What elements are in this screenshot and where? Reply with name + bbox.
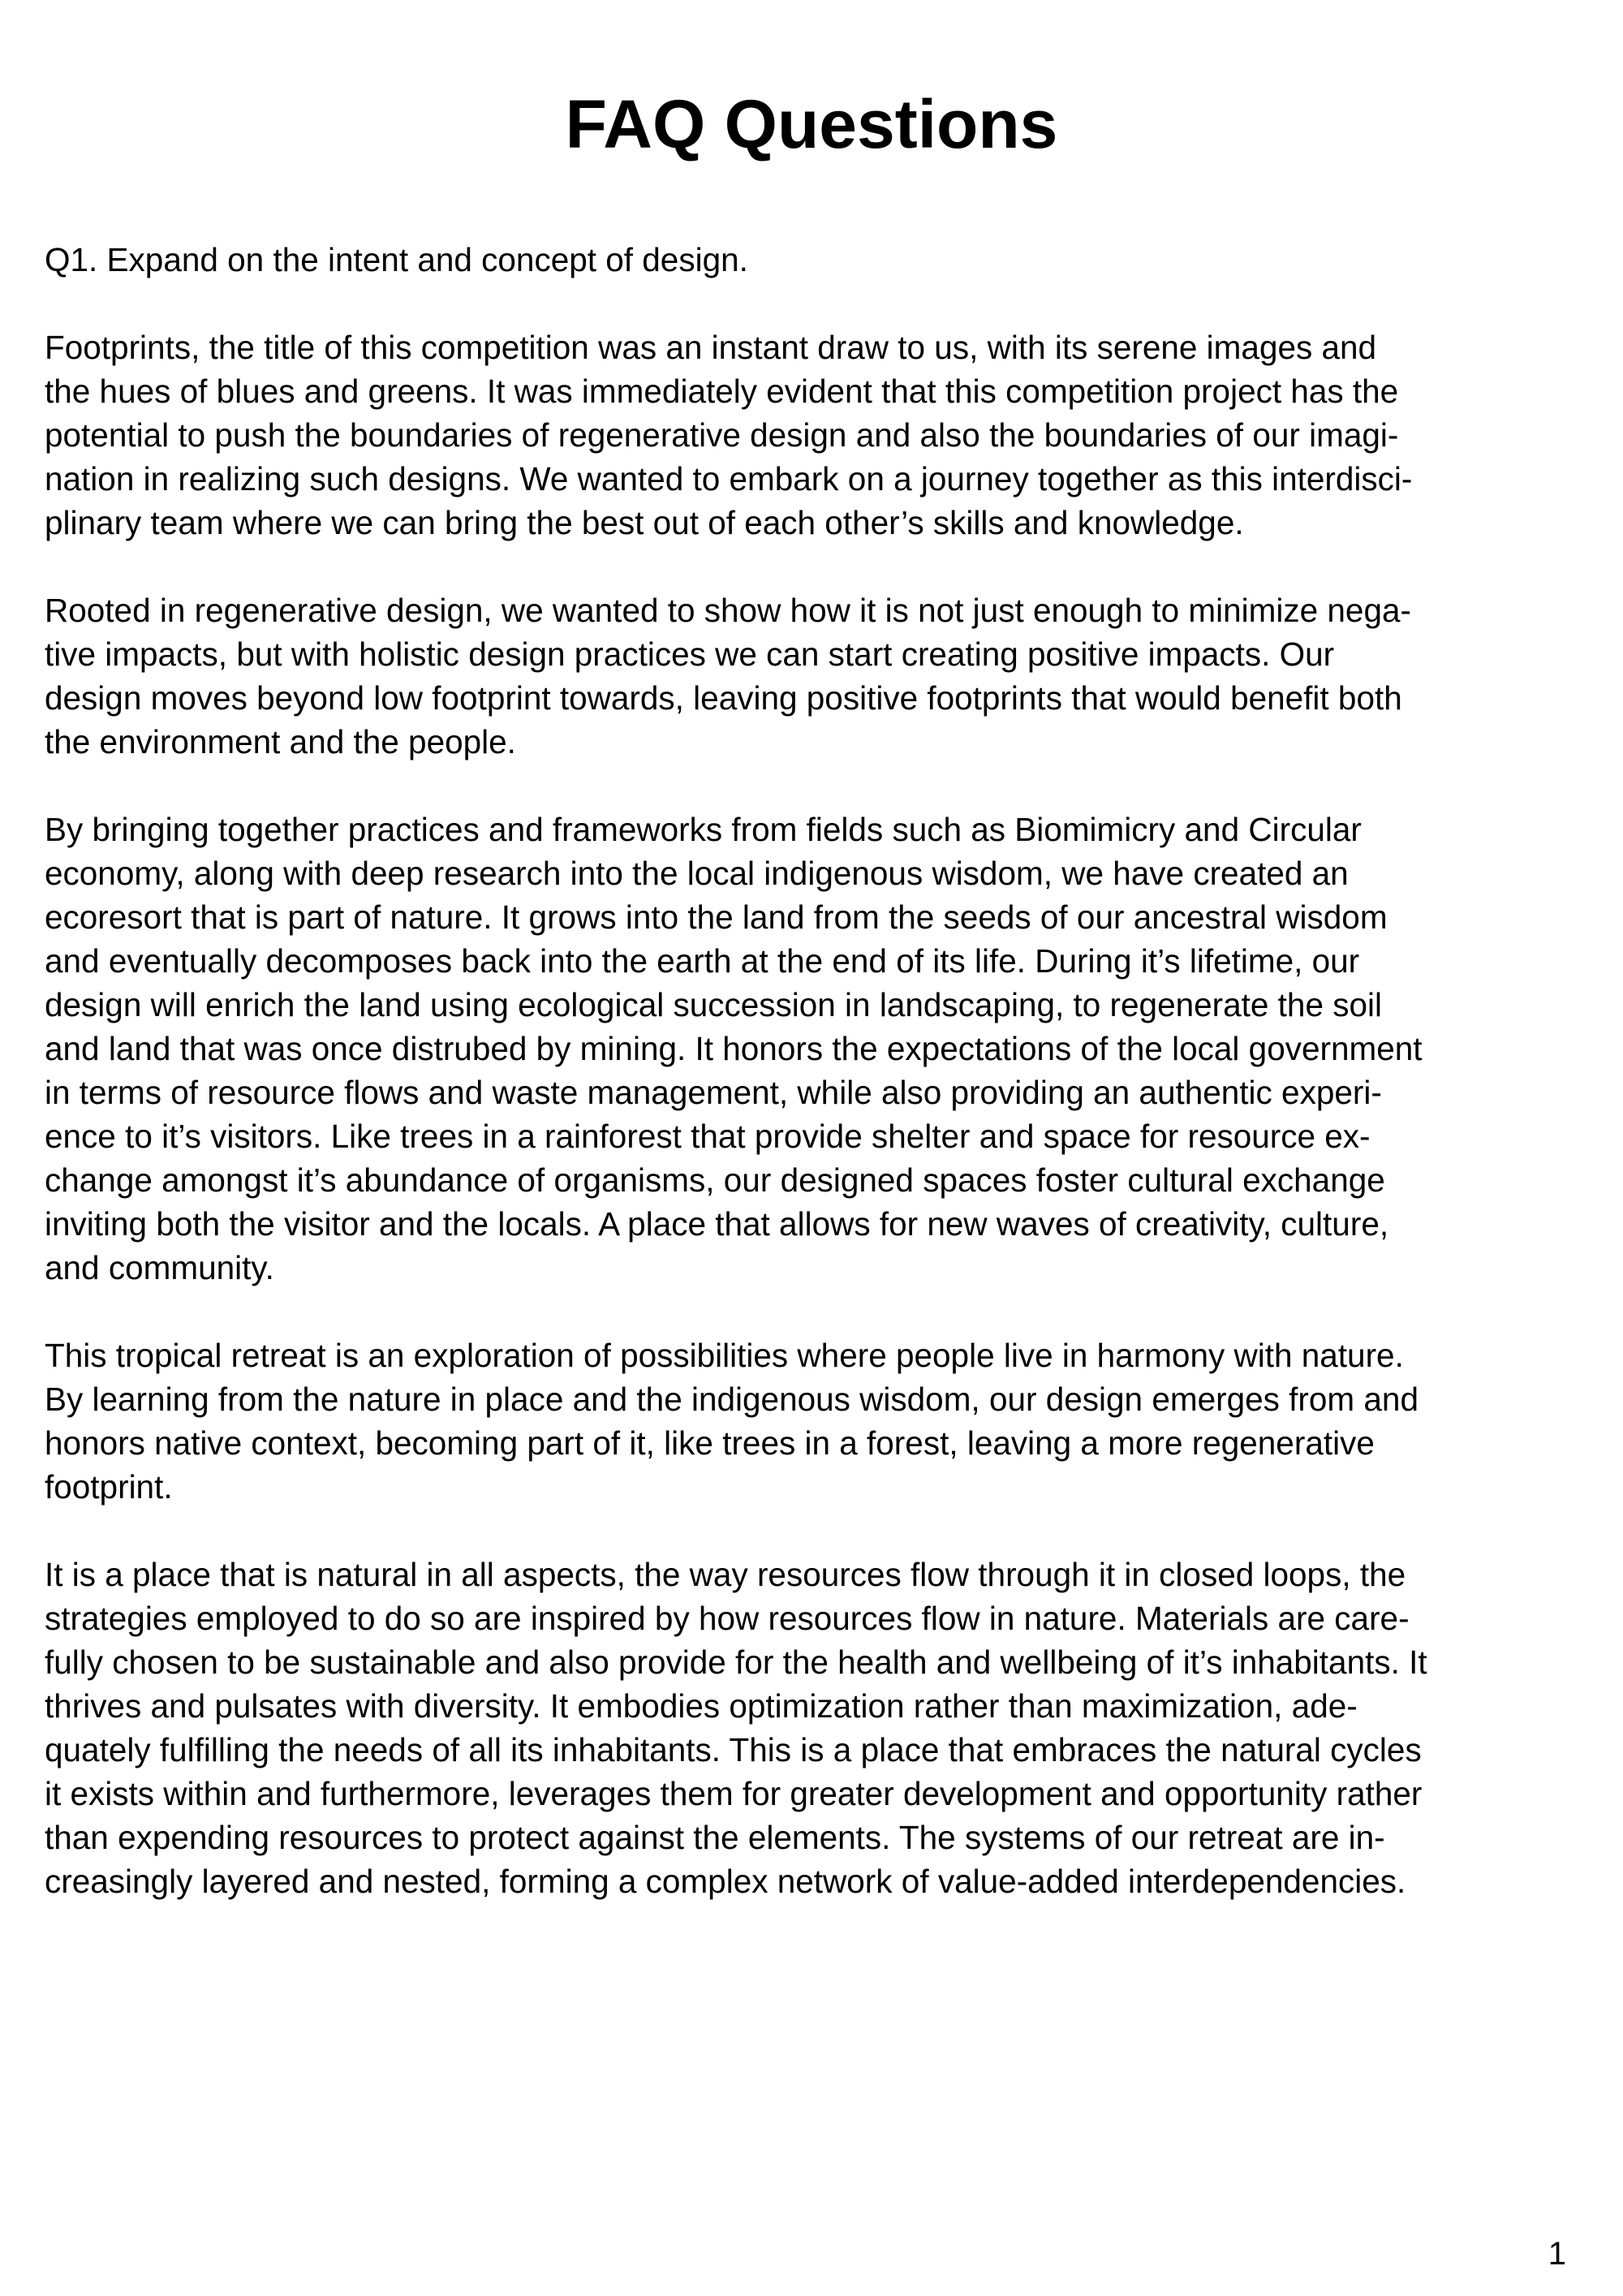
document-body [45,238,1586,1947]
answer-paragraphs [45,325,1586,1903]
paragraph-line: plinary team where we can bring the best out of each other’s skills and knowledge. [45,504,1244,541]
answer-paragraph [45,325,1586,545]
paragraph-line: thrives and pulsates with diversity. It embodies optimization rather than maximization, ade- [45,1687,1358,1725]
page-number: 1 [1548,2236,1566,2272]
paragraph-line: the environment and the people. [45,723,516,760]
question-heading [45,238,1586,282]
page-title: FAQ Questions [565,86,1058,162]
paragraph-line: and community. [45,1249,274,1286]
paragraph-line: nation in realizing such designs. We wanted to embark on a journey together as this interdisci- [45,460,1413,498]
paragraph-line: creasingly layered and nested, forming a complex network of value-added interdependencies. [45,1863,1406,1900]
paragraph-line: It is a place that is natural in all aspects, the way resources flow through it in closed loops, the [45,1556,1406,1593]
paragraph-line: fully chosen to be sustainable and also provide for the health and wellbeing of it’s inhabitants. It [45,1643,1427,1681]
paragraph-line: ence to it’s visitors. Like trees in a rainforest that provide shelter and space for resource ex- [45,1118,1371,1155]
paragraph-line: quately fulfilling the needs of all its inhabitants. This is a place that embraces the natural cycles [45,1731,1422,1768]
paragraph-line: change amongst it’s abundance of organisms, our designed spaces foster cultural exchange [45,1161,1385,1199]
paragraph-line: ecoresort that is part of nature. It grows into the land from the seeds of our ancestral wisdom [45,898,1388,936]
paragraph-line: and eventually decomposes back into the earth at the end of its life. During it’s lifetime, our [45,942,1360,980]
paragraph-line: footprint. [45,1468,173,1506]
answer-paragraph [45,588,1586,764]
paragraph-line: Rooted in regenerative design, we wanted to show how it is not just enough to minimize nega- [45,592,1411,629]
paragraph-line: and land that was once distrubed by mining. It honors the expectations of the local government [45,1030,1423,1067]
paragraph-line: tive impacts, but with holistic design practices we can start creating positive impacts. Our [45,635,1335,673]
answer-paragraph [45,1333,1586,1509]
paragraph-line: honors native context, becoming part of it, like trees in a forest, leaving a more regenerative [45,1424,1375,1462]
paragraph-line: strategies employed to do so are inspired by how resources flow in nature. Materials are care- [45,1600,1410,1637]
paragraph-line: potential to push the boundaries of regenerative design and also the boundaries of our imagi- [45,416,1399,454]
answer-paragraph [45,808,1586,1290]
paragraph-line: in terms of resource flows and waste management, while also providing an authentic experi- [45,1074,1382,1111]
paragraph-line: Footprints, the title of this competition was an instant draw to us, with its serene images and [45,329,1377,366]
paragraph-line: the hues of blues and greens. It was immediately evident that this competition project has the [45,373,1399,410]
paragraph-line: By bringing together practices and frameworks from fields such as Biomimicry and Circular [45,811,1362,848]
answer-paragraph [45,1553,1586,1903]
paragraph-line: design will enrich the land using ecological succession in landscaping, to regenerate the soil [45,986,1383,1023]
paragraph-line: design moves beyond low footprint towards, leaving positive footprints that would benefit both [45,679,1402,717]
paragraph-line: inviting both the visitor and the locals. A place that allows for new waves of creativity, culture, [45,1205,1389,1243]
question-text: Q1. Expand on the intent and concept of design. [45,241,748,278]
paragraph-line: This tropical retreat is an exploration of possibilities where people live in harmony with nature. [45,1337,1404,1374]
paragraph-line: it exists within and furthermore, leverages them for greater development and opportunity rather [45,1775,1423,1812]
paragraph-line: economy, along with deep research into the local indigenous wisdom, we have created an [45,855,1349,892]
paragraph-line: By learning from the nature in place and the indigenous wisdom, our design emerges from and [45,1381,1419,1418]
paragraph-line: than expending resources to protect against the elements. The systems of our retreat are in- [45,1819,1385,1856]
